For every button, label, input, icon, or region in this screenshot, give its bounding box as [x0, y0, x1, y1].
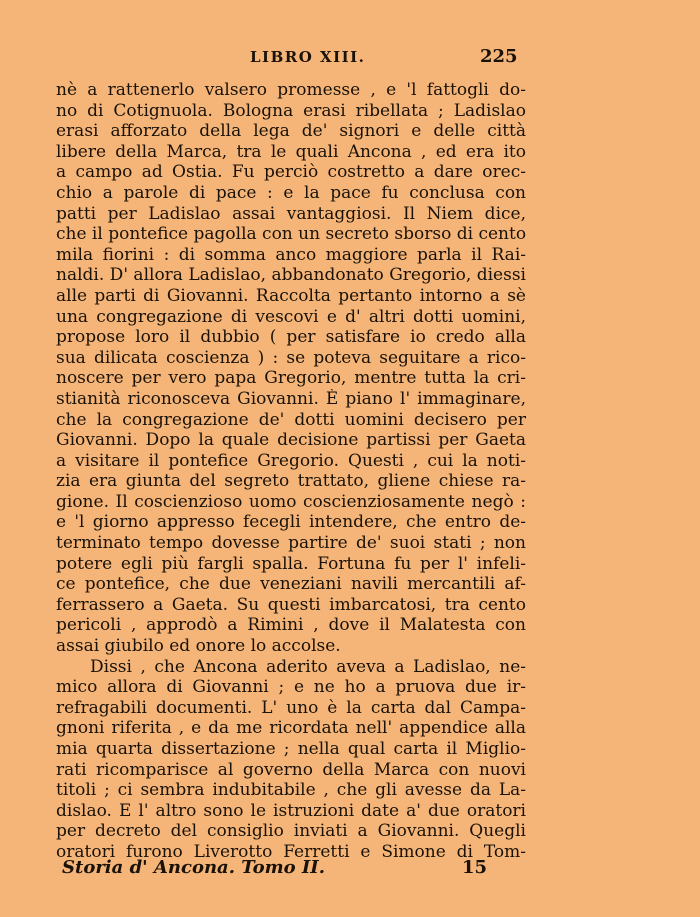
paragraph	[56, 657, 526, 863]
chapter-title: LIBRO XIII.	[250, 48, 366, 66]
text-line: nè a rattenerlo valsero promesse , e 'l fattogli do-	[56, 80, 526, 100]
text-line: chio a parole di pace : e la pace fu conclusa con	[56, 182, 526, 203]
text-line: stianità riconosceva Giovanni. È piano l' immaginare,	[56, 388, 526, 409]
text-line: mia quarta dissertazione ; nella qual carta il Miglio-	[56, 739, 526, 759]
text-line: refragabili documenti. L' uno è la carta dal Campa-	[56, 697, 526, 718]
text-line: sua dilicata coscienza ) : se poteva seguitare a rico-	[56, 347, 526, 368]
text-line: Giovanni. Dopo la quale decisione partissi per Gaeta	[56, 430, 526, 451]
text-line: potere egli più fargli spalla. Fortuna fu per l' infeli-	[56, 553, 526, 574]
footer	[0, 857, 700, 883]
text-line: erasi afforzato della lega de' signori e delle città	[56, 121, 526, 142]
text-line: naldi. D' allora Ladislao, abbandonato Gregorio, diessi	[56, 265, 526, 286]
text-line: a visitare il pontefice Gregorio. Questi , cui la noti-	[56, 450, 526, 471]
text-line: una congregazione di vescovi e d' altri dotti uomini,	[56, 306, 526, 327]
text-line: no di Cotignuola. Bologna erasi ribellata ; Ladislao	[56, 100, 526, 121]
text-line: libere della Marca, tra le quali Ancona , ed era ito	[56, 141, 526, 162]
text-line: a campo ad Ostia. Fu perciò costretto a dare orec-	[56, 162, 526, 183]
signature-number: 15	[462, 857, 488, 878]
text-line: per decreto del consiglio inviati a Giovanni. Quegli	[56, 821, 526, 842]
text-line: alle parti di Giovanni. Raccolta pertanto intorno a sè	[56, 285, 526, 306]
text-line: ce pontefice, che due veneziani navili mercantili af-	[56, 574, 526, 595]
text-line: che il pontefice pagolla con un secreto sborso di cento	[56, 224, 526, 245]
text-line: ferrassero a Gaeta. Su questi imbarcatosi, tra cento	[56, 594, 526, 615]
text-line: noscere per vero papa Gregorio, mentre tutta la cri-	[56, 368, 526, 389]
running-head	[0, 48, 700, 72]
printer-signature: Storia d' Ancona. Tomo II.	[62, 857, 325, 878]
paragraph	[56, 80, 526, 657]
text-line: dislao. E l' altro sono le istruzioni date a' due oratori	[56, 800, 526, 821]
text-line: assai giubilo ed onore lo accolse.	[56, 636, 341, 657]
text-line: mico allora di Giovanni ; e ne ho a pruova due ir-	[56, 677, 526, 698]
text-line: pericoli , approdò a Rimini , dove il Malatesta con	[56, 615, 526, 636]
text-line: Dissi , che Ancona aderito aveva a Ladislao, ne-	[90, 656, 526, 677]
text-line: mila fiorini : di somma anco maggiore parla il Rai-	[56, 244, 526, 265]
text-line: titoli ; ci sembra indubitabile , che gli avesse da La-	[56, 780, 526, 801]
text-line: gione. Il coscienzioso uomo coscienziosamente negò :	[56, 491, 526, 512]
text-line: oratori furono Liverotto Ferretti e Simone di Tom-	[56, 841, 526, 862]
text-line: propose loro il dubbio ( per satisfare io credo alla	[56, 327, 526, 348]
text-line: e 'l giorno appresso fecegli intendere, che entro de-	[56, 512, 526, 533]
text-line: zia era giunta del segreto trattato, gliene chiese ra-	[56, 471, 526, 492]
body-text	[56, 80, 526, 863]
text-line: che la congregazione de' dotti uomini decisero per	[56, 409, 526, 430]
text-line: rati ricomparisce al governo della Marca con nuovi	[56, 759, 526, 780]
text-line: terminato tempo dovesse partire de' suoi stati ; non	[56, 533, 526, 554]
text-line: patti per Ladislao assai vantaggiosi. Il Niem dice,	[56, 203, 526, 224]
text-line: gnoni riferita , e da me ricordata nell' appendice alla	[56, 718, 526, 739]
page-number: 225	[480, 46, 518, 67]
